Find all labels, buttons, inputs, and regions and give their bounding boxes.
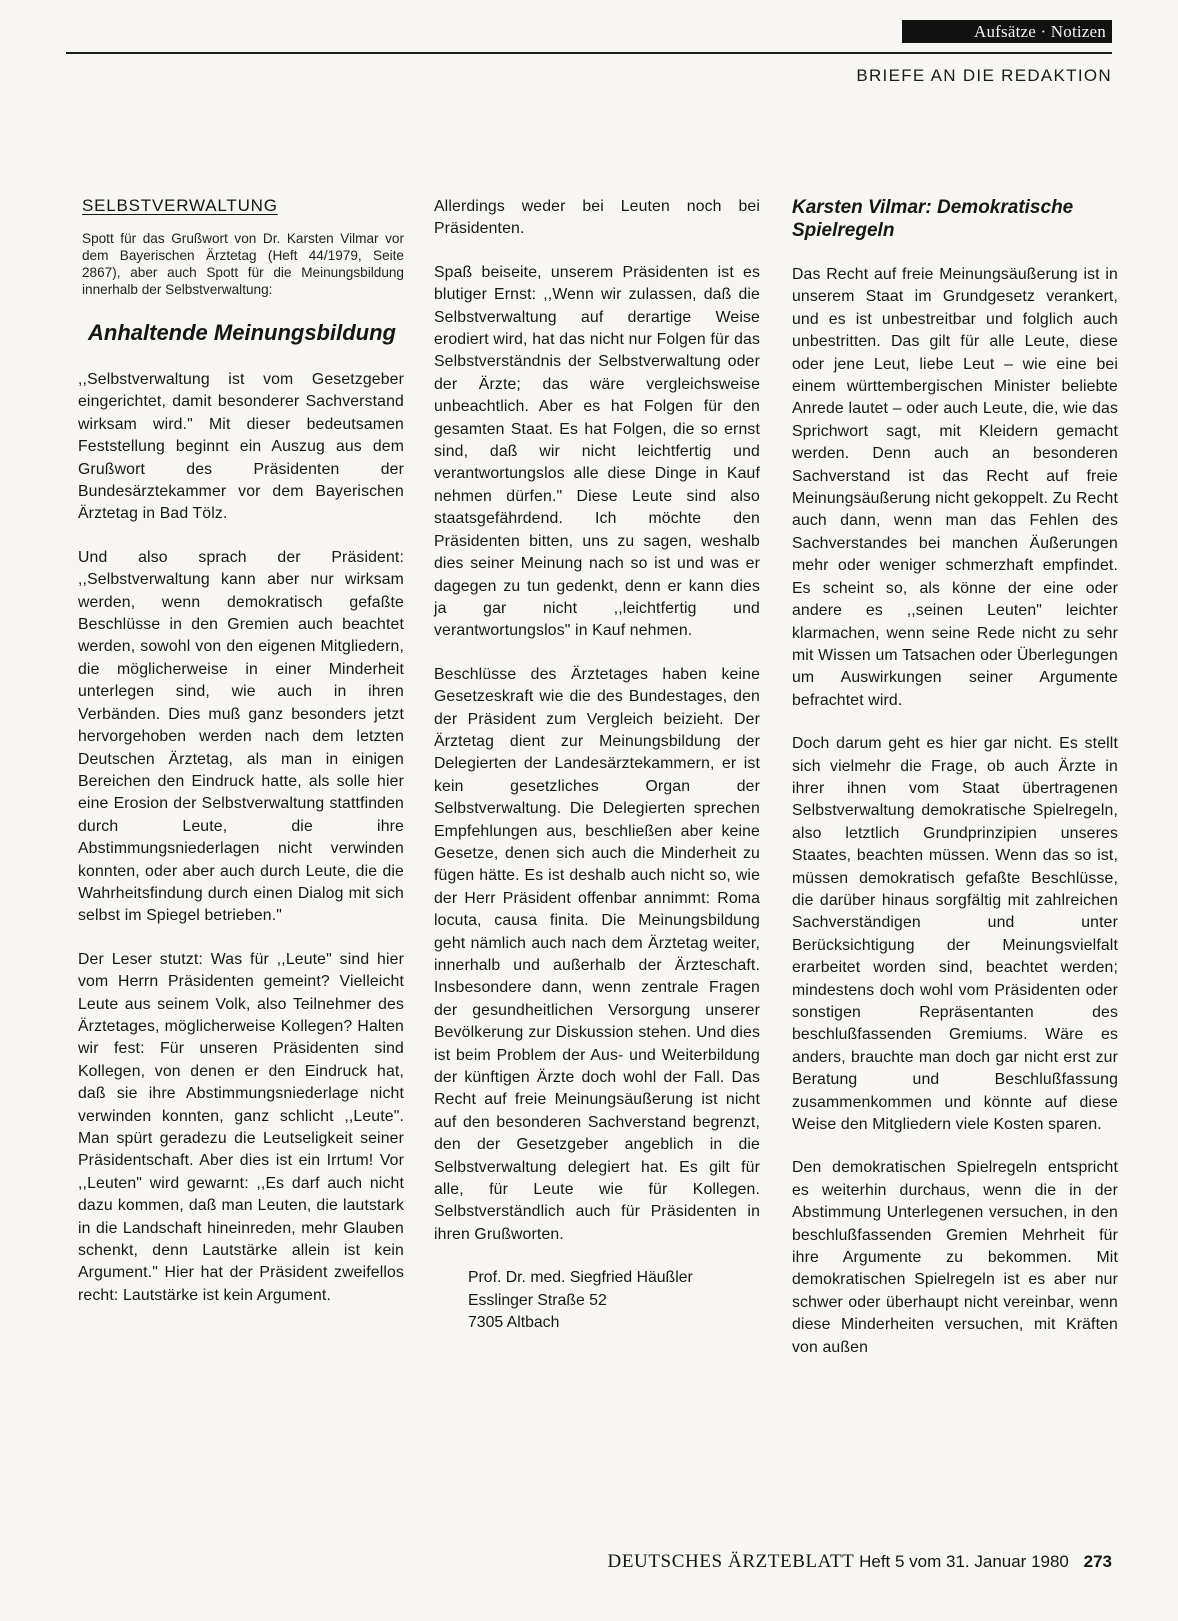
section-title: BRIEFE AN DIE REDAKTION <box>856 66 1112 85</box>
paragraph: Der Leser stutzt: Was für ,,Leute" sind hier vom Herrn Präsidenten gemeint? Vielleicht Leute aus seinem Volk, also Teilnehmer des Ärztetages, möglicherweise Kollegen? Halten wir fest: Für unseren Präsidenten sind Kollegen, von denen er den Eindruck hat, daß sie ihre Abstimmungsniederlage nicht verwinden konnten, ganz schlicht ,,Leute". Man spürt geradezu die Leutseligkeit seiner Präsidentschaft. Aber dies ist ein Irrtum! Vor ,,Leuten" wird gewarnt: ,,Es darf auch nicht dazu kommen, daß man Leuten, die lautstark in die Landschaft hineinreden, mehr Glauben schenkt, denn Lautstärke allein ist kein Argument." Hier hat der Präsident zweifellos recht: Lautstärke ist kein Argument. <box>78 950 404 1304</box>
paragraph: Doch darum geht es hier gar nicht. Es stellt sich vielmehr die Frage, ob auch Ärzte in ihrer ihnen vom Staat übertragenen Selbstverwaltung demokratische Spielregeln, also letztlich Grundprinzipien unseres Staates, beachten müssen. Wenn das so ist, müssen demokratisch gefaßte Beschlüsse, die darüber hinaus sorgfältig mit zahlreichen Sachverständigen und unter Berücksichtigung der Meinungsvielfalt erarbeitet worden sind, beachtet werden; mindestens doch wohl vom Präsidenten oder sonstigen Repräsentanten des beschlußfassenden Gremiums. Wäre es anders, brauchte man doch gar nicht erst zur Beratung und Beschlußfassung zusammenkommen und könnte auf diese Weise den Mitgliedern viele Kosten sparen. <box>792 735 1118 1134</box>
paragraph: Und also sprach der Präsident: ,,Selbstverwaltung kann aber nur wirksam werden, wenn demokratisch gefaßte Beschlüsse in den Gremien auch beachtet werden, sowohl von den eigenen Mitgliedern, die möglicherweise in einer Minderheit unterlegen sind, wie auch in ihren Verbänden. Dies muß ganz besonders jetzt hervorgehoben werden nach dem letzten Deutschen Ärztetag, als man in einigen Bereichen den Eindruck hatte, als solle hier eine Erosion der Selbstverwaltung stattfinden durch Leute, die ihre Abstimmungsniederlagen nicht verwinden konnten, oder aber auch durch Leute, die die Wahrheitsfindung durch einen Dialog mit sich selbst im Spiegel betrieben." <box>78 548 404 925</box>
intro-text: Spott für das Grußwort von Dr. Karsten Vilmar vor dem Bayerischen Ärztetag (Heft 44/1979, Seite 2867), aber auch Spott für die Meinungsbildung innerhalb der Selbstverwaltung: <box>82 231 404 297</box>
author-name: Prof. Dr. med. Siegfried Häußler <box>468 1269 693 1287</box>
paragraph: Allerdings weder bei Leuten noch bei Präsidenten. <box>434 198 760 238</box>
paragraph: Beschlüsse des Ärztetages haben keine Gesetzeskraft wie die des Bundestages, den der Präsident zum Vergleich beizieht. Der Ärztetag dient zur Meinungsbildung der Delegierten der Landesärztekammern, er ist kein gesetzliches Organ der Selbstverwaltung. Die Delegierten sprechen Empfehlungen aus, beschließen aber keine Gesetze, denen sich auch die Minderheit zu fügen hätte. Es ist deshalb auch nicht so, wie der Herr Präsident offenbar annimmt: Roma locuta, causa finita. Die Meinungsbildung geht nämlich auch nach dem Ärztetag weiter, innerhalb und außerhalb der Ärzteschaft. Insbesondere dann, wenn zentrale Fragen der gesundheitlichen Versorgung unserer Bevölkerung zur Diskussion stehen. Und dies ist beim Problem der Aus- und Weiterbildung der künftigen Ärzte doch wohl der Fall. Das Recht auf freie Meinungsäußerung ist nicht auf den besonderen Sachverstand begrenzt, den der Gesetzgeber angeblich in die Selbstverwaltung delegiert hat. Es gilt für alle, für Leute wie für Kollegen. Selbstverständlich auch für Präsidenten in ihren Grußworten. <box>434 665 760 1243</box>
page-number: 273 <box>1083 1552 1112 1571</box>
paragraph: ,,Selbstverwaltung ist vom Gesetzgeber eingerichtet, damit besonderer Sachverstand wirksam wird." Mit dieser bedeutsamen Feststellung beginnt ein Auszug aus dem Grußwort des Präsidenten der Bundesärztekammer vor dem Bayerischen Ärztetag in Bad Tölz. <box>78 371 404 523</box>
author-street: Esslinger Straße 52 <box>468 1291 607 1309</box>
author-signature <box>468 1267 760 1334</box>
header-rule <box>66 52 1112 54</box>
column-2 <box>434 196 760 1335</box>
author-city: 7305 Altbach <box>468 1314 560 1332</box>
issue-info: Heft 5 vom 31. Januar 1980 <box>859 1552 1069 1571</box>
letter-headline: Karsten Vilmar: Demokratische Spielregeln <box>792 197 1074 241</box>
column-1 <box>78 196 404 1328</box>
column-3 <box>792 196 1118 1380</box>
section-tag: Aufsätze · Notizen <box>902 20 1112 43</box>
rubric-label: SELBSTVERWALTUNG <box>82 196 278 215</box>
letter-headline: Anhaltende Meinungsbildung <box>88 320 396 345</box>
paragraph: Spaß beiseite, unserem Präsidenten ist es blutiger Ernst: ,,Wenn wir zulassen, daß die Selbstverwaltung auf derartige Weise erodiert wird, hat das nicht nur Folgen für das Selbstverständnis der Selbstverwaltung oder der Ärzte; das wäre vergleichsweise unbeachtlich. Aber es hat Folgen für den gesamten Staat. Es hat Folgen, die so ernst sind, daß wir nicht leichtfertig und verantwortungslos alle diese Dinge in Kauf nehmen dürfen." Diese Leute sind also staatsgefährdend. Ich möchte den Präsidenten bitten, uns zu sagen, weshalb dies seiner Meinung nach so ist und was er dagegen zu tun gedenkt, denn er kann dies ja gar nicht ,,leichtfertig und verantwortungslos" in Kauf nehmen. <box>434 263 760 640</box>
page-footer <box>608 1551 1113 1573</box>
paragraph: Den demokratischen Spielregeln entspricht es weiterhin durchaus, wenn die in der Abstimmung Unterlegenen versuchen, in den beschlußfassenden Gremien Mehrheit für ihre Argumente zu bekommen. Mit demokratischen Spielregeln ist es aber nur schwer oder überhaupt nicht vereinbar, wenn diese Minderheiten versuchen, mit Kräften von außen <box>792 1159 1118 1356</box>
journal-name: DEUTSCHES ÄRZTEBLATT <box>607 1551 855 1572</box>
paragraph: Das Recht auf freie Meinungsäußerung ist in unserem Staat im Grundgesetz verankert, und es ist unbestreitbar und folglich auch unbestritten. Das gilt für alle Leute, diese oder jene Leut, liebe Leut – wie eine bei einem württembergischen Minister beliebte Anrede lautet – oder auch Leute, die, wie das Sprichwort sagt, mit Kleidern gemacht werden. Denn auch an besonderen Sachverstand ist das Recht auf freie Meinungsäußerung nicht gekoppelt. Zu Recht auch dann, wenn man das Fehlen des Sachverstandes bei manchen Äußerungen mehr oder weniger schmerzhaft empfindet. Es scheint so, als könne der eine oder andere es ,,seinen Leuten" leichter klarmachen, wenn seine Rede nicht zu sehr mit Wissen um Tatsachen oder Überlegungen um Auswirkungen seiner Argumente befrachtet wird. <box>792 266 1118 709</box>
